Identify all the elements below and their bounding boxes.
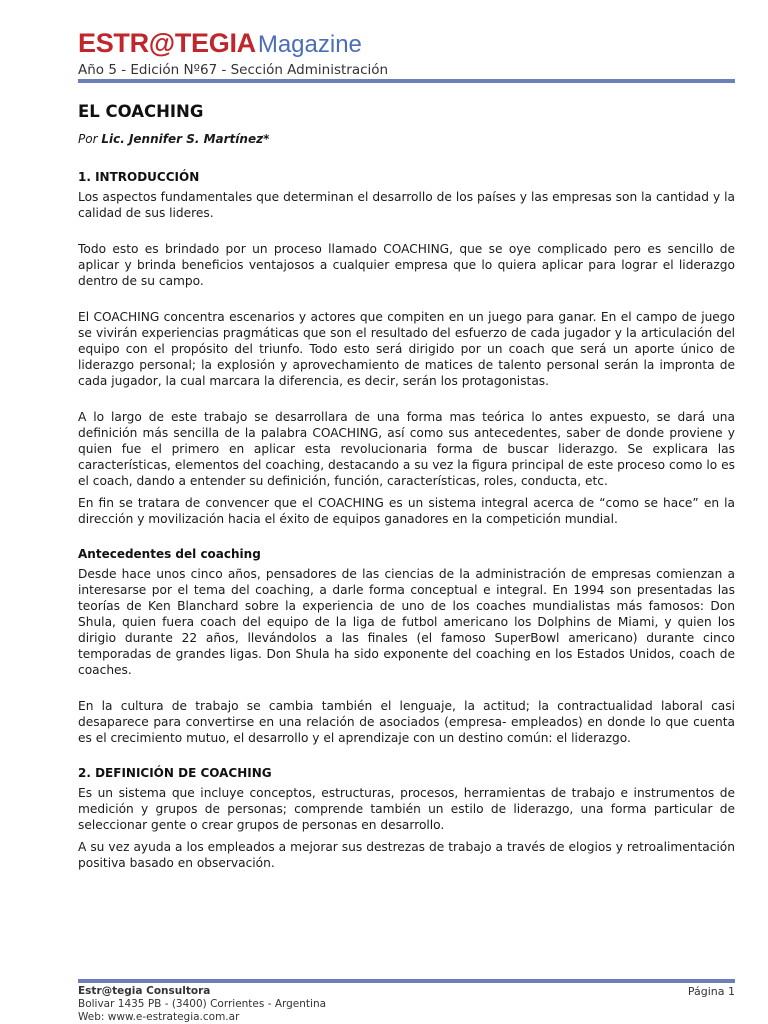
byline-prefix: Por	[78, 132, 98, 146]
footer-divider	[78, 979, 735, 983]
paragraph: Todo esto es brindado por un proceso llamado COACHING, que se oye complicado pero es sencillo de aplicar y brinda beneficios ventajosos a cualquier empresa que lo quiera aplicar para lograr el liderazgo dentro de su campo.	[78, 242, 735, 288]
page-footer	[78, 985, 735, 1024]
author-name: Lic. Jennifer S. Martínez*	[101, 132, 270, 146]
byline	[78, 132, 735, 146]
logo-magazine-text: Magazine	[257, 31, 362, 58]
issue-line: Año 5 - Edición Nº67 - Sección Administración	[78, 62, 389, 78]
section-heading-definicion: 2. DEFINICIÓN DE COACHING	[78, 766, 272, 780]
header-divider	[78, 79, 735, 83]
paragraph: A lo largo de este trabajo se desarrollara de una forma mas teórica lo antes expuesto, se dará una definición más sencilla de la palabra COACHING, así como sus antecedentes, saber de donde proviene y quien fue el primero en aplicar esta revolucionaria forma de buscar liderazgo. Se explicara las características, elementos del coaching, destacando a su vez la figura principal de este proceso como lo es el coach, dando a entender su definición, función, características, roles, conducta, etc.	[78, 410, 735, 488]
footer-web: Web: www.e-estrategia.com.ar	[78, 1011, 240, 1023]
section-heading-antecedentes: Antecedentes del coaching	[78, 547, 261, 561]
logo-brand-text: ESTR@TEGIA	[78, 28, 256, 58]
section-heading-introduccion: 1. INTRODUCCIÓN	[78, 170, 200, 184]
page-number: Página 1	[687, 985, 735, 998]
paragraph: Es un sistema que incluye conceptos, estructuras, procesos, herramientas de trabajo e instrumentos de medición y grupos de personas; comprende también un estilo de liderazgo, una forma particular de seleccionar gente o crear grupos de personas en desarrollo.	[78, 786, 735, 832]
article-body	[78, 102, 735, 871]
paragraph: A su vez ayuda a los empleados a mejorar sus destrezas de trabajo a través de elogios y retroalimentación positiva basado en observación.	[78, 840, 735, 870]
article-title: EL COACHING	[78, 102, 204, 121]
footer-address: Bolivar 1435 PB - (3400) Corrientes - Argentina	[78, 998, 327, 1010]
paragraph: En fin se tratara de convencer que el COACHING es un sistema integral acerca de “como se hace” en la dirección y movilización hacia el éxito de equipos ganadores en la competición mundial.	[78, 496, 735, 526]
paragraph: Desde hace unos cinco años, pensadores de las ciencias de la administración de empresas comienzan a interesarse por el tema del coaching, a darle forma conceptual e integral. En 1994 son presentadas las teorías de Ken Blanchard sobre la experiencia de uno de los coaches mundialistas más famosos: Don Shula, quien fuera coach del equipo de la liga de futbol americano los Dolphins de Miami, y quien los dirigio durante 22 años, llevándolos a las finales (el famoso SuperBowl americano) durante cinco temporadas de grandes ligas. Don Shula ha sido exponente del coaching en los Estados Unidos, coach de coaches.	[78, 567, 735, 677]
footer-company: Estr@tegia Consultora	[78, 985, 211, 997]
paragraph: Los aspectos fundamentales que determinan el desarrollo de los países y las empresas son la cantidad y la calidad de sus lideres.	[78, 190, 735, 220]
document-page	[78, 0, 735, 1024]
paragraph: En la cultura de trabajo se cambia también el lenguaje, la actitud; la contractualidad laboral casi desaparece para convertirse en una relación de asociados (empresa- empleados) en donde lo que cuenta es el crecimiento mutuo, el desarrollo y el aprendizaje con un destino común: el liderazgo.	[78, 699, 735, 745]
paragraph: El COACHING concentra escenarios y actores que compiten en un juego para ganar. En el campo de juego se vivirán experiencias pragmáticas que son el resultado del esfuerzo de cada jugador y la articulación del equipo con el propósito del triunfo. Todo esto será dirigido por un coach que será un aporte único de liderazgo personal; la explosión y aprovechamiento de matices de talento personal serán la impronta de cada jugador, la cual marcara la diferencia, es decir, serán los protagonistas.	[78, 310, 735, 388]
magazine-logo	[78, 30, 362, 57]
